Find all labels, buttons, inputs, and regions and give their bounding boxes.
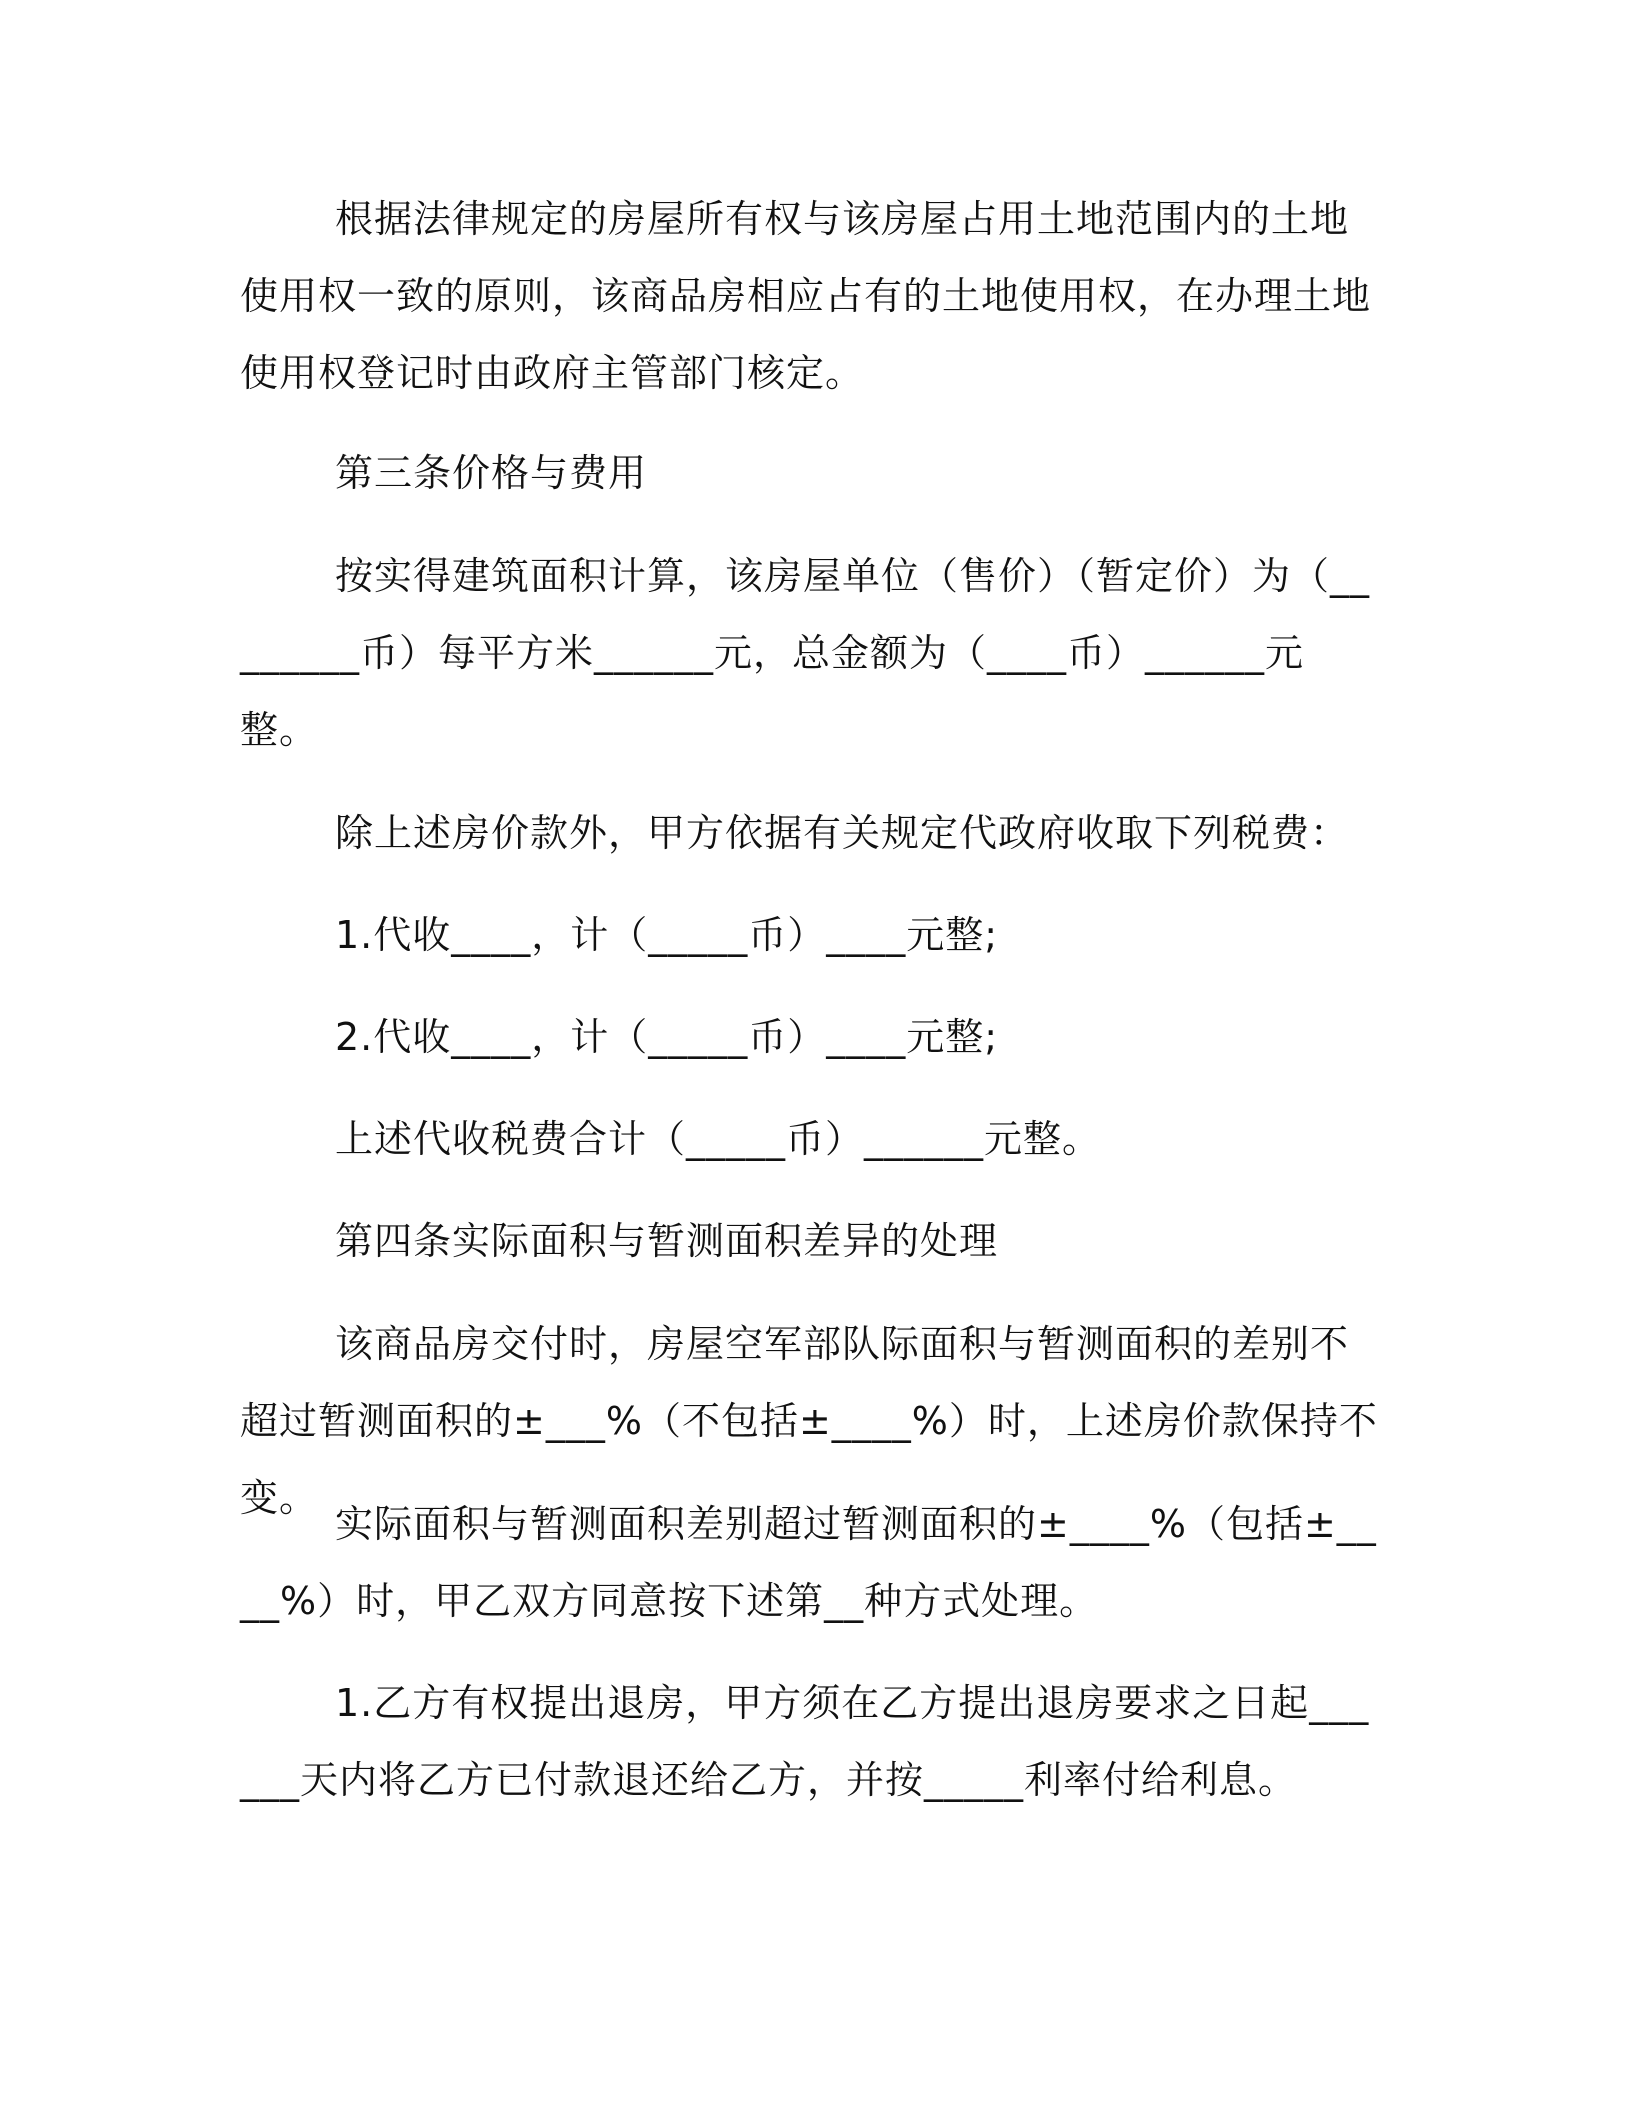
list-item-tax-2: 2.代收____，计（_____币）____元整;	[335, 1015, 999, 1059]
paragraph-area-within-limit: 该商品房交付时，房屋空军部队际面积与暂测面积的差别不超过暂测面积的±___%（不包括±____%）时，上述房价款保持不变。	[240, 1322, 1378, 1520]
paragraph-price-calculation: 按实得建筑面积计算，该房屋单位（售价）（暂定价）为（________币）每平方米______元，总金额为（____币）______元整。	[240, 554, 1371, 752]
section-heading-area-difference: 第四条实际面积与暂测面积差异的处理	[335, 1219, 999, 1263]
paragraph-land-use-right: 根据法律规定的房屋所有权与该房屋占用土地范围内的土地使用权一致的原则，该商品房相应占有的土地使用权，在办理土地使用权登记时由政府主管部门核定。	[240, 197, 1372, 395]
paragraph-area-exceeds-limit: 实际面积与暂测面积差别超过暂测面积的±____%（包括±____%）时，甲乙双方同意按下述第__种方式处理。	[240, 1502, 1377, 1623]
section-heading-price-and-fees: 第三条价格与费用	[335, 451, 648, 495]
paragraph-tax-total: 上述代收税费合计（_____币）______元整。	[335, 1117, 1102, 1161]
list-item-refund-option-1: 1.乙方有权提出退房，甲方须在乙方提出退房要求之日起______天内将乙方已付款退还给乙方，并按_____利率付给利息。	[240, 1681, 1370, 1802]
paragraph-taxes-intro: 除上述房价款外，甲方依据有关规定代政府收取下列税费：	[335, 811, 1350, 855]
list-item-tax-1: 1.代收____，计（_____币）____元整;	[335, 913, 999, 957]
